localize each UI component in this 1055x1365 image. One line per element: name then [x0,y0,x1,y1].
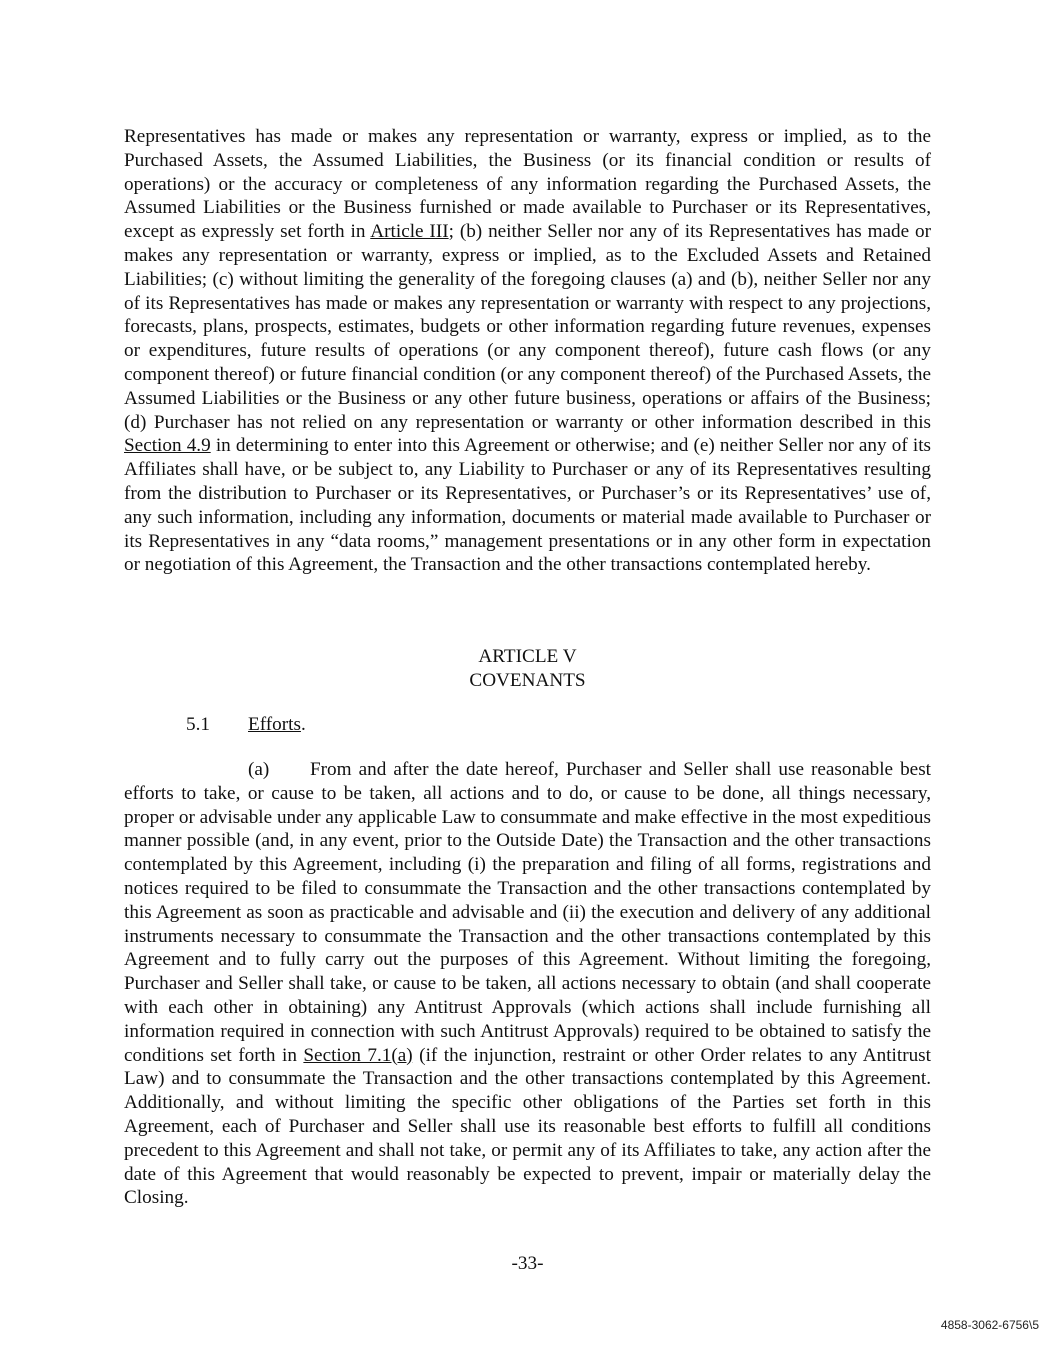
paragraph-continuation [124,125,931,577]
section-7-1-a-reference: Section 7.1(a) [303,1044,413,1066]
article-iii-reference: Article III [370,221,449,243]
section-title: Efforts [248,714,301,735]
article-heading [124,645,931,693]
item-label: (a) [248,759,270,780]
document-id: 4858-3062-6756\5 [940,1318,1039,1332]
section-title-period: . [300,714,306,735]
article-number: ARTICLE V [478,646,577,667]
paragraph-text: From and after the date hereof, Purchaser and Seller shall use reasonable best efforts to take, or cause to be taken, all actions and to do, or cause to be done, all things necessary, proper or advisable under any applicable Law to consummate and make effective in the most expeditious manner possible (and, in any event, prior to the Outside Date) the Transaction and the other transactions contemplated by this Agreement, including (i) the preparation and filing of all forms, registrations and notices required to be filed to consummate the Transaction and the other transactions contemplated by this Agreement as soon as practicable and advisable and (ii) the execution and delivery of any additional instruments necessary to consummate the Transaction and the other transactions contemplated by this Agreement and to fully carry out the purposes of this Agreement. Without limiting the foregoing, Purchaser and Seller shall take, or cause to be taken, all actions necessary to obtain (and shall cooperate with each other in obtaining) any Antitrust Approvals (which actions shall include furnishing all information required in connection with such Antitrust Approvals) required to be obtained to satisfy the conditions set forth in [124,759,931,1066]
article-title: COVENANTS [469,670,586,691]
section-heading [186,713,306,737]
paragraph-text: ; (b) neither Seller nor any of its Representatives has made or makes any representation or warranty, express or implied, as to the Excluded Assets and Retained Liabilities; (c) without limiting the generality of the foregoing clauses (a) and (b), neither Seller nor any of its Representatives has made or makes any representation or warranty with respect to any projections, forecasts, plans, prospects, estimates, budgets or other information regarding future revenues, expenses or expenditures, future results of operations (or any component thereof), future cash flows (or any component thereof) or future financial condition (or any component thereof) of the Purchased Assets, the Assumed Liabilities or the Business or any other future business, operations or affairs of the Business; (d) Purchaser has not relied on any representation or warranty or other information described in this [124,221,931,433]
paragraph-5-1-a [124,758,931,1210]
page-number: -33- [511,1253,544,1274]
paragraph-text: Representatives has made or makes any representation or warranty, express or implied, as to the Purchased Assets, the Assumed Liabilities, the Business (or its financial condition or results of operations) or the accuracy or completeness of any information regarding the Purchased Assets, the Assumed Liabilities or the Business furnished or made available to Purchaser or its Representatives, except as expressly set forth in [124,126,931,243]
section-4-9-reference: Section 4.9 [124,435,211,457]
paragraph-text: in determining to enter into this Agreement or otherwise; and (e) neither Seller nor any of its Affiliates shall have, or be subject to, any Liability to Purchaser or any of its Representatives resulting from the distribution to Purchaser or its Representatives, or Purchaser’s or its Representatives’ use of, any such information, including any information, documents or material made available to Purchaser or its Representatives in any “data rooms,” management presentations or in any other form in expectation or negotiation of this Agreement, the Transaction and the other transactions contemplated hereby. [124,435,931,576]
paragraph-text: (if the injunction, restraint or other Order relates to any Antitrust Law) and to consummate the Transaction and the other transactions contemplated by this Agreement. Additionally, and without limiting the specific other obligations of the Parties set forth in this Agreement, each of Purchaser and Seller shall use its reasonable best efforts to fulfill all conditions precedent to this Agreement and shall not take, or permit any of its Affiliates to take, any action after the date of this Agreement that would reasonably be expected to prevent, impair or materially delay the Closing. [124,1044,931,1209]
section-number: 5.1 [186,714,210,735]
